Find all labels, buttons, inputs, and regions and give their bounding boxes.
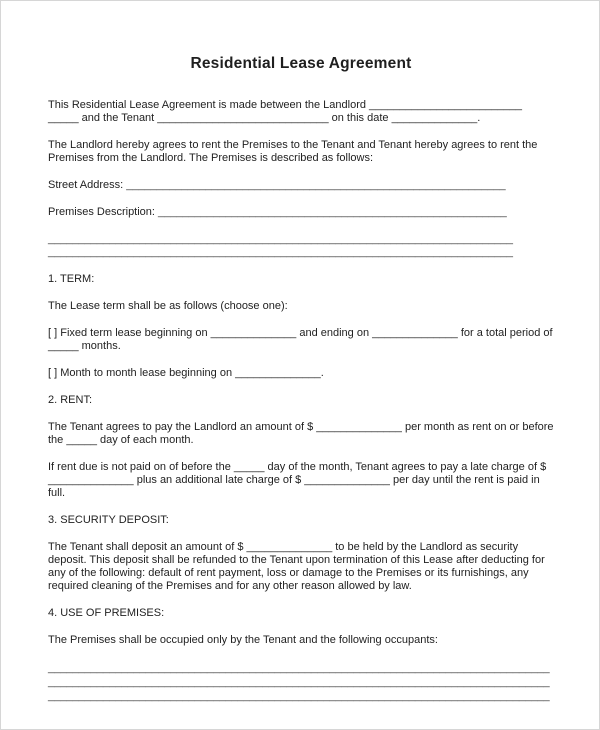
street-address-field — [48, 179, 554, 192]
street-address-label: Street Address: — [48, 179, 124, 191]
blank-line: ____________________________________________________________________________ — [48, 233, 513, 245]
term-month-to-month-option: [ ] Month to month lease beginning on ______________. — [48, 367, 324, 379]
intro-paragraph-agreement: The Landlord hereby agrees to rent the Premises to the Tenant and Tenant hereby agrees to rent the Premises from the Landlord. The Premises is described as follows: — [48, 139, 538, 164]
blank-line: __________________________________________________________________________________ — [48, 662, 550, 674]
occupant-blank-lines — [48, 661, 554, 703]
intro-paragraph-parties: This Residential Lease Agreement is made between the Landlord _________________________ _____ and the Tenant ____________________________ on this date ______________. — [48, 99, 522, 124]
document-title: Residential Lease Agreement — [190, 55, 412, 72]
section-heading-use-of-premises: 4. USE OF PREMISES: — [48, 607, 165, 619]
section-heading-rent: 2. RENT: — [48, 394, 93, 406]
blank-line: ____________________________________________________________________________ — [48, 246, 513, 258]
term-intro-paragraph: The Lease term shall be as follows (choose one): — [48, 300, 288, 312]
rent-amount-paragraph: The Tenant agrees to pay the Landlord an amount of $ ______________ per month as rent on or before the _____ day of each month. — [48, 421, 554, 446]
street-address-blank: ______________________________________________________________ — [126, 179, 506, 191]
section-heading-term: 1. TERM: — [48, 273, 95, 285]
rent-late-charge-paragraph: If rent due is not paid on of before the _____ day of the month, Tenant agrees to pay a late charge of $ ______________ plus an additional late charge of $ ______________ per day until the rent is paid in full. — [48, 461, 547, 499]
premises-description-extra-lines — [48, 233, 554, 259]
blank-line: __________________________________________________________________________________ — [48, 690, 550, 702]
premises-description-blank: _________________________________________________________ — [158, 206, 507, 218]
blank-line: __________________________________________________________________________________ — [48, 676, 550, 688]
premises-description-field — [48, 206, 554, 219]
occupants-paragraph: The Premises shall be occupied only by the Tenant and the following occupants: — [48, 634, 438, 646]
term-fixed-option: [ ] Fixed term lease beginning on ______________ and ending on ______________ for a total period of _____ months. — [48, 327, 553, 352]
section-heading-security-deposit: 3. SECURITY DEPOSIT: — [48, 514, 169, 526]
premises-description-label: Premises Description: — [48, 206, 155, 218]
security-deposit-paragraph: The Tenant shall deposit an amount of $ ______________ to be held by the Landlord as security deposit. This deposit shall be refunded to the Tenant upon termination of this Lease after deducting for any of the following: default of rent payment, loss or damage to the Premises or its furnishings, any required cleaning of the Premises and for any other reason allowed by law. — [48, 541, 545, 592]
